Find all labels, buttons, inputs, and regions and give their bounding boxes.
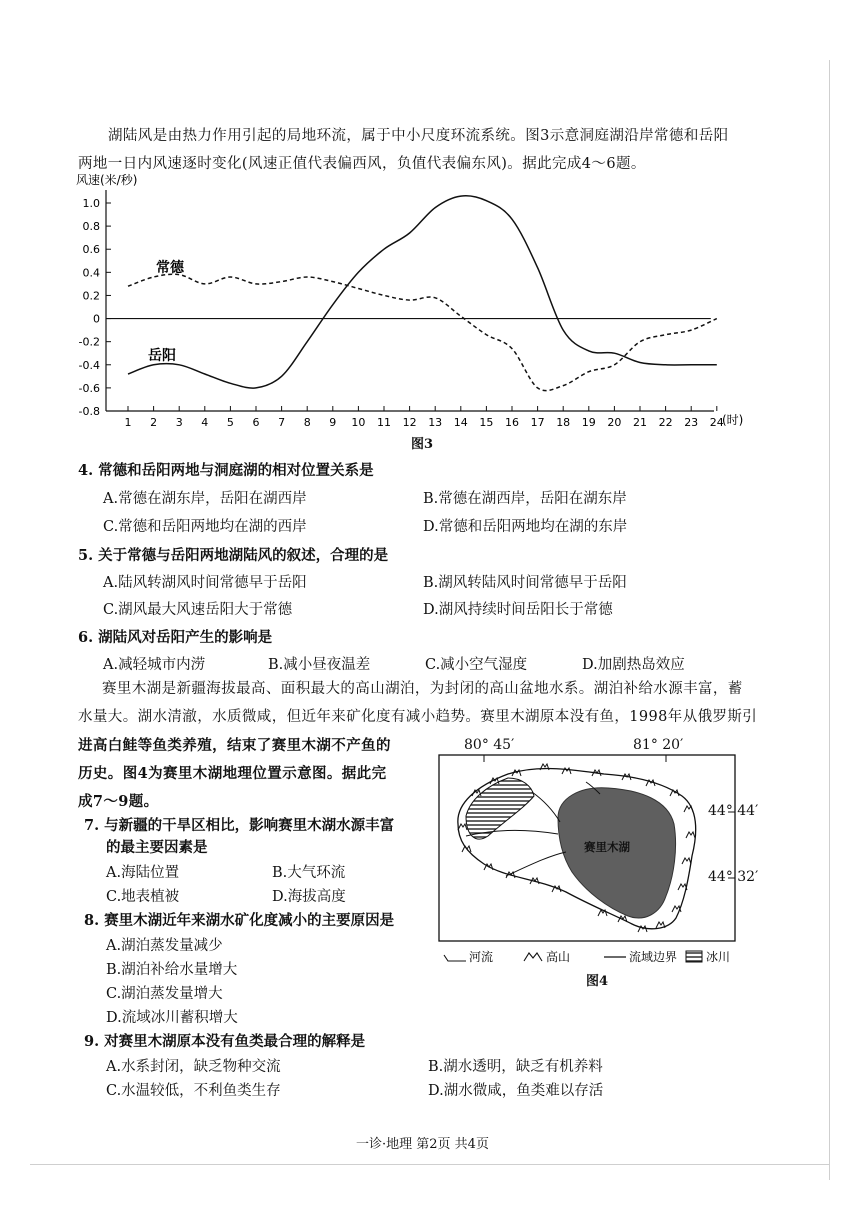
x-tick-label: 10 bbox=[351, 416, 366, 429]
y-tick-label: 0.6 bbox=[82, 243, 100, 257]
x-tick-label: 18 bbox=[556, 416, 571, 429]
legend-glacier-icon bbox=[686, 951, 702, 962]
q8-option-a: A.湖泊蒸发量减少 bbox=[106, 938, 223, 954]
q5-option-d: D.湖风持续时间岳阳长于常德 bbox=[423, 602, 613, 618]
figure3-chart bbox=[60, 168, 780, 453]
intro2-line3: 进高白鲑等鱼类养殖，结束了赛里木湖不产鱼的 bbox=[78, 737, 391, 754]
legend-mountain: 高山 bbox=[546, 950, 571, 964]
map-lon-left: 80° 45′ bbox=[464, 737, 515, 753]
map-lon-right: 81° 20′ bbox=[633, 737, 684, 753]
q9-option-b: B.湖水透明，缺乏有机养料 bbox=[428, 1059, 603, 1075]
q7-option-d: D.海拔高度 bbox=[272, 889, 346, 905]
intro1-line1: 湖陆风是由热力作用引起的局地环流，属于中小尺度环流系统。图3示意洞庭湖沿岸常德和岳阳 bbox=[108, 128, 729, 144]
q5-stem: 5. 关于常德与岳阳两地湖陆风的叙述，合理的是 bbox=[78, 547, 389, 564]
x-tick-label: 14 bbox=[453, 416, 468, 429]
scan-edge-right bbox=[829, 60, 830, 1180]
q8-option-d: D.流域冰川蓄积增大 bbox=[106, 1010, 238, 1026]
x-tick-label: 16 bbox=[505, 416, 519, 429]
x-tick-label: 2 bbox=[150, 416, 158, 429]
x-tick-label: 23 bbox=[684, 416, 699, 429]
y-tick-label: 0.2 bbox=[82, 289, 100, 303]
legend-river-icon bbox=[444, 955, 466, 961]
x-tick-label: 20 bbox=[607, 416, 622, 429]
q4-option-c: C.常德和岳阳两地均在湖的西岸 bbox=[103, 519, 307, 535]
x-tick-label: 17 bbox=[530, 416, 545, 429]
q6-option-b: B.减小昼夜温差 bbox=[268, 657, 371, 673]
x-tick-label: 21 bbox=[633, 416, 647, 429]
y-tick-label: -0.8 bbox=[78, 405, 100, 418]
q7-stem-line2: 的最主要因素是 bbox=[106, 839, 208, 856]
q6-option-c: C.减小空气湿度 bbox=[425, 657, 528, 673]
q4-option-b: B.常德在湖西岸，岳阳在湖东岸 bbox=[423, 491, 627, 507]
legend-boundary: 流域边界 bbox=[629, 950, 678, 964]
x-tick-label: 24 bbox=[709, 416, 724, 429]
x-tick-label: 15 bbox=[479, 416, 494, 429]
y-tick-label: -0.4 bbox=[78, 358, 100, 372]
y-tick-label: 0.4 bbox=[82, 266, 100, 280]
y-tick-label: -0.6 bbox=[78, 381, 100, 395]
series-line-0 bbox=[128, 274, 717, 390]
map-lat-bottom: 44° 32′ bbox=[708, 869, 759, 885]
x-tick-label: 3 bbox=[175, 416, 183, 429]
series-label-yueyang: 岳阳 bbox=[148, 348, 176, 364]
q8-stem: 8. 赛里木湖近年来湖水矿化度减小的主要原因是 bbox=[84, 912, 395, 929]
chart-ylabel: 风速(米/秒) bbox=[76, 173, 138, 187]
q7-stem-line1: 7. 与新疆的干旱区相比，影响赛里木湖水源丰富 bbox=[84, 817, 395, 834]
legend-mountain-icon bbox=[524, 953, 542, 961]
q8-option-c: C.湖泊蒸发量增大 bbox=[106, 986, 223, 1002]
figure3-caption: 图3 bbox=[411, 437, 434, 452]
series-label-changde: 常德 bbox=[156, 260, 184, 276]
x-tick-label: 6 bbox=[252, 416, 260, 429]
q7-option-a: A.海陆位置 bbox=[106, 865, 180, 881]
series-line-1 bbox=[128, 196, 717, 388]
intro2-line1: 赛里木湖是新疆海拔最高、面积最大的高山湖泊，为封闭的高山盆地水系。湖泊补给水源丰富，蓄 bbox=[102, 681, 743, 697]
lake-label: 赛里木湖 bbox=[584, 840, 630, 854]
intro1-line2: 两地一日内风速逐时变化(风速正值代表偏西风，负值代表偏东风)。据此完成4～6题。 bbox=[78, 156, 646, 172]
q9-option-c: C.水温较低，不利鱼类生存 bbox=[106, 1083, 281, 1099]
x-tick-label: 11 bbox=[377, 416, 391, 429]
x-tick-label: 1 bbox=[124, 416, 132, 429]
intro2-line2: 水量大。湖水清澈，水质微咸，但近年来矿化度有减小趋势。赛里木湖原本没有鱼，1998年从俄罗斯引 bbox=[78, 709, 758, 725]
q9-option-d: D.湖水微咸，鱼类难以存活 bbox=[428, 1083, 604, 1099]
map-lat-top: 44° 44′ bbox=[708, 803, 759, 819]
q4-option-a: A.常德在湖东岸，岳阳在湖西岸 bbox=[103, 491, 307, 507]
q4-option-d: D.常德和岳阳两地均在湖的东岸 bbox=[423, 519, 628, 535]
q6-option-d: D.加剧热岛效应 bbox=[582, 657, 685, 673]
y-tick-label: 0 bbox=[93, 312, 100, 326]
y-tick-label: 1.0 bbox=[82, 197, 100, 210]
q7-option-c: C.地表植被 bbox=[106, 889, 180, 905]
q5-option-b: B.湖风转陆风时间常德早于岳阳 bbox=[423, 575, 627, 591]
chart-xlabel: (时) bbox=[722, 413, 744, 427]
x-tick-label: 5 bbox=[226, 416, 234, 429]
x-tick-label: 8 bbox=[303, 416, 311, 429]
q6-stem: 6. 湖陆风对岳阳产生的影响是 bbox=[78, 629, 273, 646]
figure4-map bbox=[436, 752, 760, 984]
y-tick-label: -0.2 bbox=[78, 335, 100, 349]
x-tick-label: 13 bbox=[428, 416, 443, 429]
q7-option-b: B.大气环流 bbox=[272, 865, 346, 881]
legend-glacier: 冰川 bbox=[706, 950, 731, 964]
figure4-caption: 图4 bbox=[586, 974, 609, 989]
q5-option-a: A.陆风转湖风时间常德早于岳阳 bbox=[103, 575, 307, 591]
x-tick-label: 7 bbox=[278, 416, 286, 429]
x-tick-label: 9 bbox=[329, 416, 337, 429]
q9-option-a: A.水系封闭，缺乏物种交流 bbox=[106, 1059, 281, 1075]
page-footer: 一诊·地理 第2页 共4页 bbox=[356, 1137, 489, 1152]
x-tick-label: 12 bbox=[402, 416, 417, 429]
intro2-line4: 历史。图4为赛里木湖地理位置示意图。据此完 bbox=[78, 765, 387, 782]
q8-option-b: B.湖泊补给水量增大 bbox=[106, 962, 238, 978]
q6-option-a: A.减轻城市内涝 bbox=[103, 657, 206, 673]
x-tick-label: 4 bbox=[201, 416, 209, 429]
x-tick-label: 19 bbox=[581, 416, 596, 429]
q9-stem: 9. 对赛里木湖原本没有鱼类最合理的解释是 bbox=[84, 1033, 366, 1050]
q5-option-c: C.湖风最大风速岳阳大于常德 bbox=[103, 602, 293, 618]
y-tick-label: 0.8 bbox=[82, 220, 100, 234]
legend-river: 河流 bbox=[469, 950, 494, 964]
q4-stem: 4. 常德和岳阳两地与洞庭湖的相对位置关系是 bbox=[78, 462, 374, 479]
intro2-line5: 成7～9题。 bbox=[78, 793, 159, 810]
scan-edge-bottom bbox=[30, 1164, 830, 1165]
x-tick-label: 22 bbox=[658, 416, 673, 429]
